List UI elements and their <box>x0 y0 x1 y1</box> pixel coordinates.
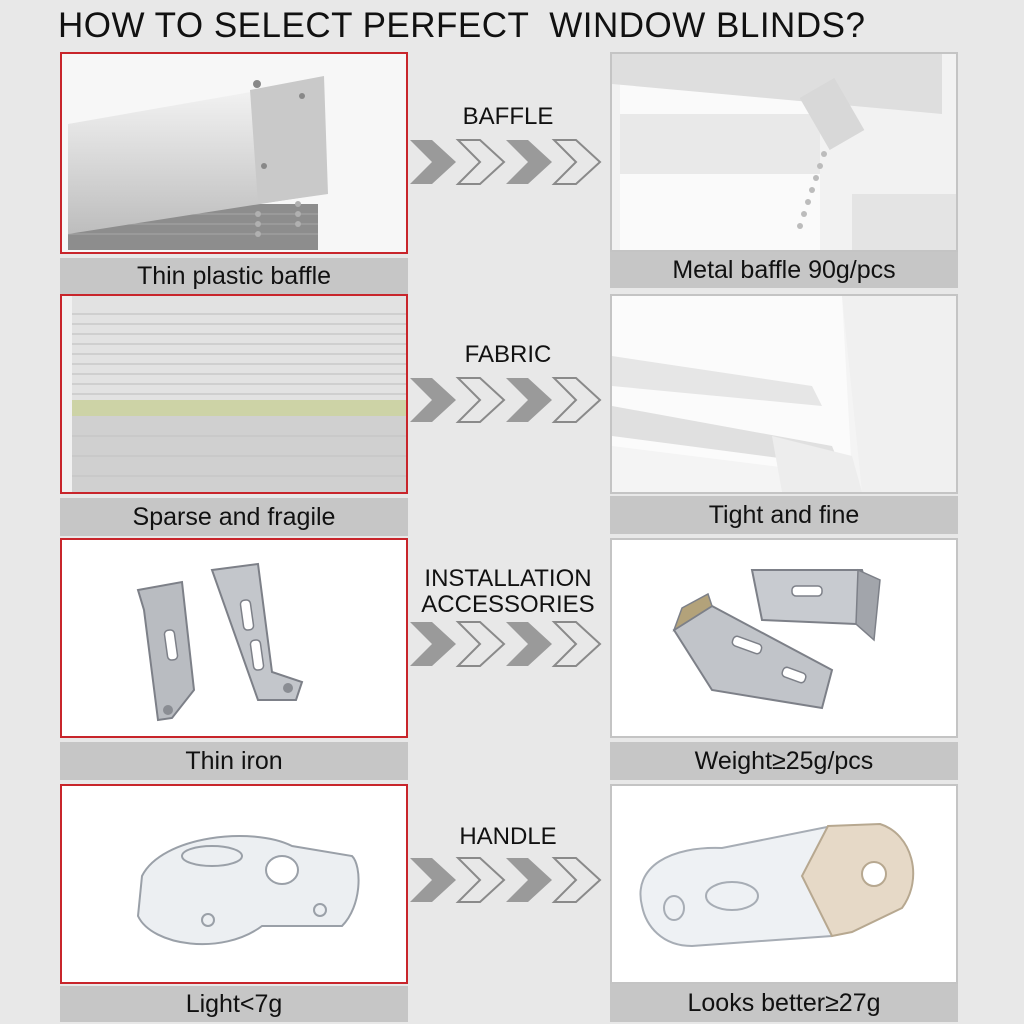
page-title: HOW TO SELECT PERFECT WINDOW BLINDS? <box>58 6 866 45</box>
sparse-fabric-image <box>60 294 408 494</box>
plastic-baffle-image <box>60 52 408 254</box>
better-handle-image <box>610 784 958 984</box>
metal-baffle-image <box>610 52 958 252</box>
section-label-line2: ACCESSORIES <box>421 591 595 618</box>
chevron-arrows-icon <box>410 132 606 192</box>
caption-weight-bracket: Weight≥25g/pcs <box>610 742 958 780</box>
light-handle-image <box>60 784 408 984</box>
caption-thin-iron: Thin iron <box>60 742 408 780</box>
thin-iron-bracket-image <box>60 538 408 738</box>
section-label-baffle: BAFFLE <box>462 103 554 130</box>
tight-fabric-image <box>610 294 958 494</box>
section-label-fabric: FABRIC <box>464 341 552 368</box>
chevron-arrows-icon <box>410 370 606 430</box>
section-label-line1: INSTALLATION <box>424 565 592 592</box>
caption-better-handle: Looks better≥27g <box>610 984 958 1022</box>
section-label-handle: HANDLE <box>459 823 557 850</box>
chevron-arrows-icon <box>410 850 606 910</box>
section-label-installation-accessories <box>410 566 606 618</box>
heavy-bracket-image <box>610 538 958 738</box>
caption-tight-fabric: Tight and fine <box>610 496 958 534</box>
caption-metal-baffle: Metal baffle 90g/pcs <box>610 252 958 288</box>
caption-thin-plastic-baffle: Thin plastic baffle <box>60 258 408 294</box>
caption-light-handle: Light<7g <box>60 986 408 1022</box>
chevron-arrows-icon <box>410 614 606 674</box>
caption-sparse-fabric: Sparse and fragile <box>60 498 408 536</box>
